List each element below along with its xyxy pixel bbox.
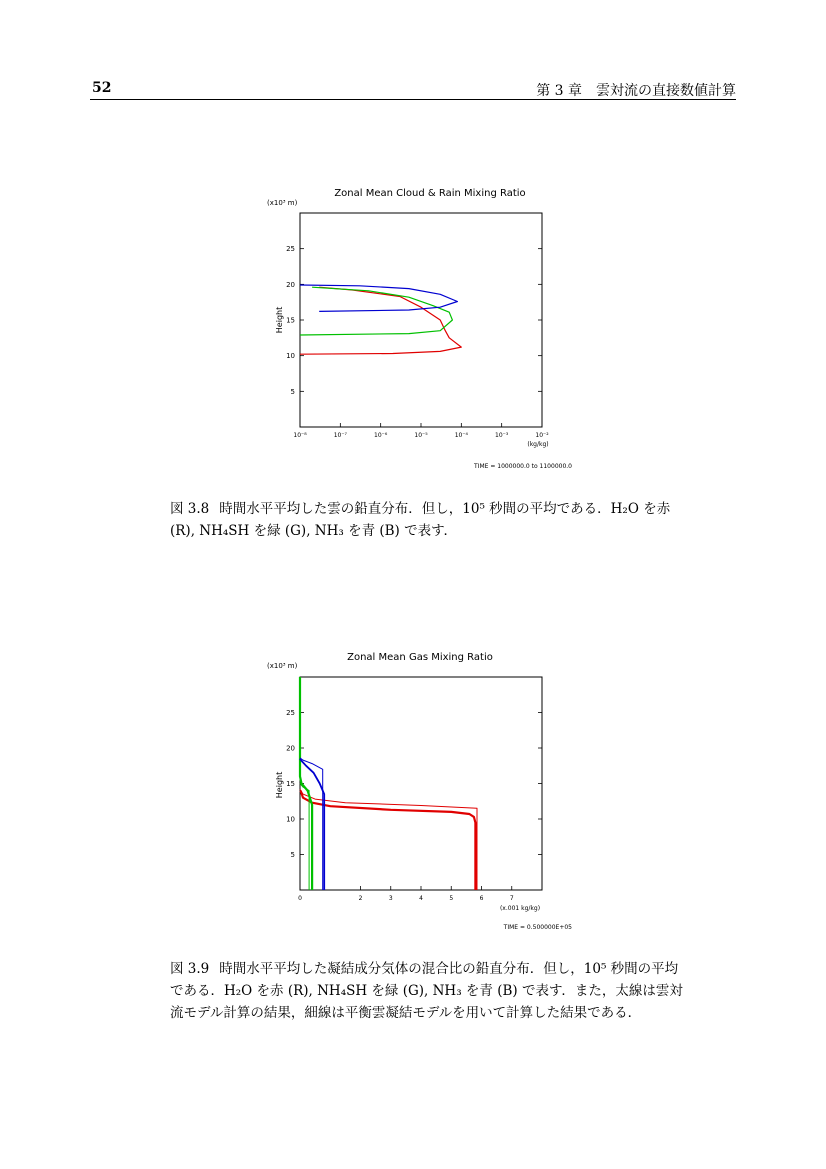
figure2-caption	[170, 958, 690, 1024]
y-axis-label: Height	[275, 306, 284, 334]
x-tick-label: 2	[358, 895, 363, 902]
x-tick-label: 3	[388, 895, 393, 902]
time-footnote: TIME = 0.500000E+05	[503, 924, 572, 931]
x-tick-label: 10⁻⁷	[333, 432, 347, 439]
y-axis-label: Height	[275, 771, 284, 799]
x-axis-label: (x.001 kg/kg)	[499, 905, 541, 912]
y-tick-label: 5	[290, 387, 295, 396]
series-line-2	[300, 789, 477, 890]
series-line-1	[300, 287, 461, 354]
figure2-caption-label: 図 3.9	[170, 961, 210, 977]
figure1-caption	[170, 498, 690, 542]
y-tick-label: 20	[286, 280, 295, 289]
y-unit-label: (x10³ m)	[267, 662, 298, 670]
x-tick-label: 10⁻³	[495, 432, 509, 439]
y-tick-label: 15	[286, 316, 295, 325]
series-line-1	[301, 791, 476, 890]
y-ticks	[286, 245, 542, 396]
page-number: 52	[92, 80, 112, 96]
figure-gas-mixing-ratio	[262, 645, 582, 935]
figure2-caption-text: 時間水平平均した凝結成分気体の混合比の鉛直分布．但し，10⁵ 秒間の平均である．H₂O を赤 (R), NH₄SH を緑 (G), NH₃ を青 (B) で表す．また，太線は雲対流モデル計算の結果，細線は平衡雲凝結モデルを用いて計算した結果である．	[170, 961, 683, 1021]
x-tick-label: 10⁻⁵	[414, 432, 428, 439]
figure1-caption-text: 時間水平平均した雲の鉛直分布．但し，10⁵ 秒間の平均である．H₂O を赤 (R), NH₄SH を緑 (G), NH₃ を青 (B) で表す．	[170, 501, 671, 539]
x-tick-label: 7	[509, 895, 514, 902]
x-tick-label: 5	[449, 895, 454, 902]
figure1-caption-label: 図 3.8	[170, 501, 210, 517]
y-tick-label: 20	[286, 744, 295, 753]
y-unit-label: (x10³ m)	[267, 199, 298, 207]
time-footnote: TIME = 1000000.0 to 1100000.0	[474, 463, 572, 470]
plot-frame	[300, 213, 542, 427]
header-rule	[90, 99, 736, 100]
x-tick-label: 10⁻²	[535, 432, 549, 439]
x-tick-label: 10⁻⁶	[374, 432, 388, 439]
y-tick-label: 25	[286, 709, 295, 717]
y-tick-label: 10	[286, 352, 295, 361]
y-tick-label: 10	[286, 815, 295, 824]
chart-title: Zonal Mean Gas Mixing Ratio	[347, 652, 493, 663]
plot-frame	[300, 677, 542, 890]
y-tick-label: 15	[286, 780, 295, 788]
x-axis-label: (kg/kg)	[527, 441, 549, 448]
x-tick-label: 10⁻⁴	[454, 432, 468, 439]
x-tick-label: 0	[298, 895, 302, 902]
series-line-3	[300, 285, 457, 311]
chart-title: Zonal Mean Cloud & Rain Mixing Ratio	[334, 188, 526, 199]
series-lines	[300, 285, 461, 354]
running-head: 第 3 章 雲対流の直接数値計算	[536, 83, 736, 99]
series-lines	[300, 677, 477, 890]
y-tick-label: 5	[290, 851, 295, 859]
x-tick-label: 4	[419, 895, 423, 902]
x-ticks	[298, 886, 514, 902]
y-tick-label: 25	[286, 245, 295, 254]
series-line-3	[300, 677, 312, 890]
x-tick-label: 10⁻⁸	[293, 432, 307, 439]
figure-cloud-rain-mixing-ratio	[262, 180, 582, 480]
x-tick-label: 6	[479, 895, 484, 902]
x-ticks	[293, 423, 549, 439]
